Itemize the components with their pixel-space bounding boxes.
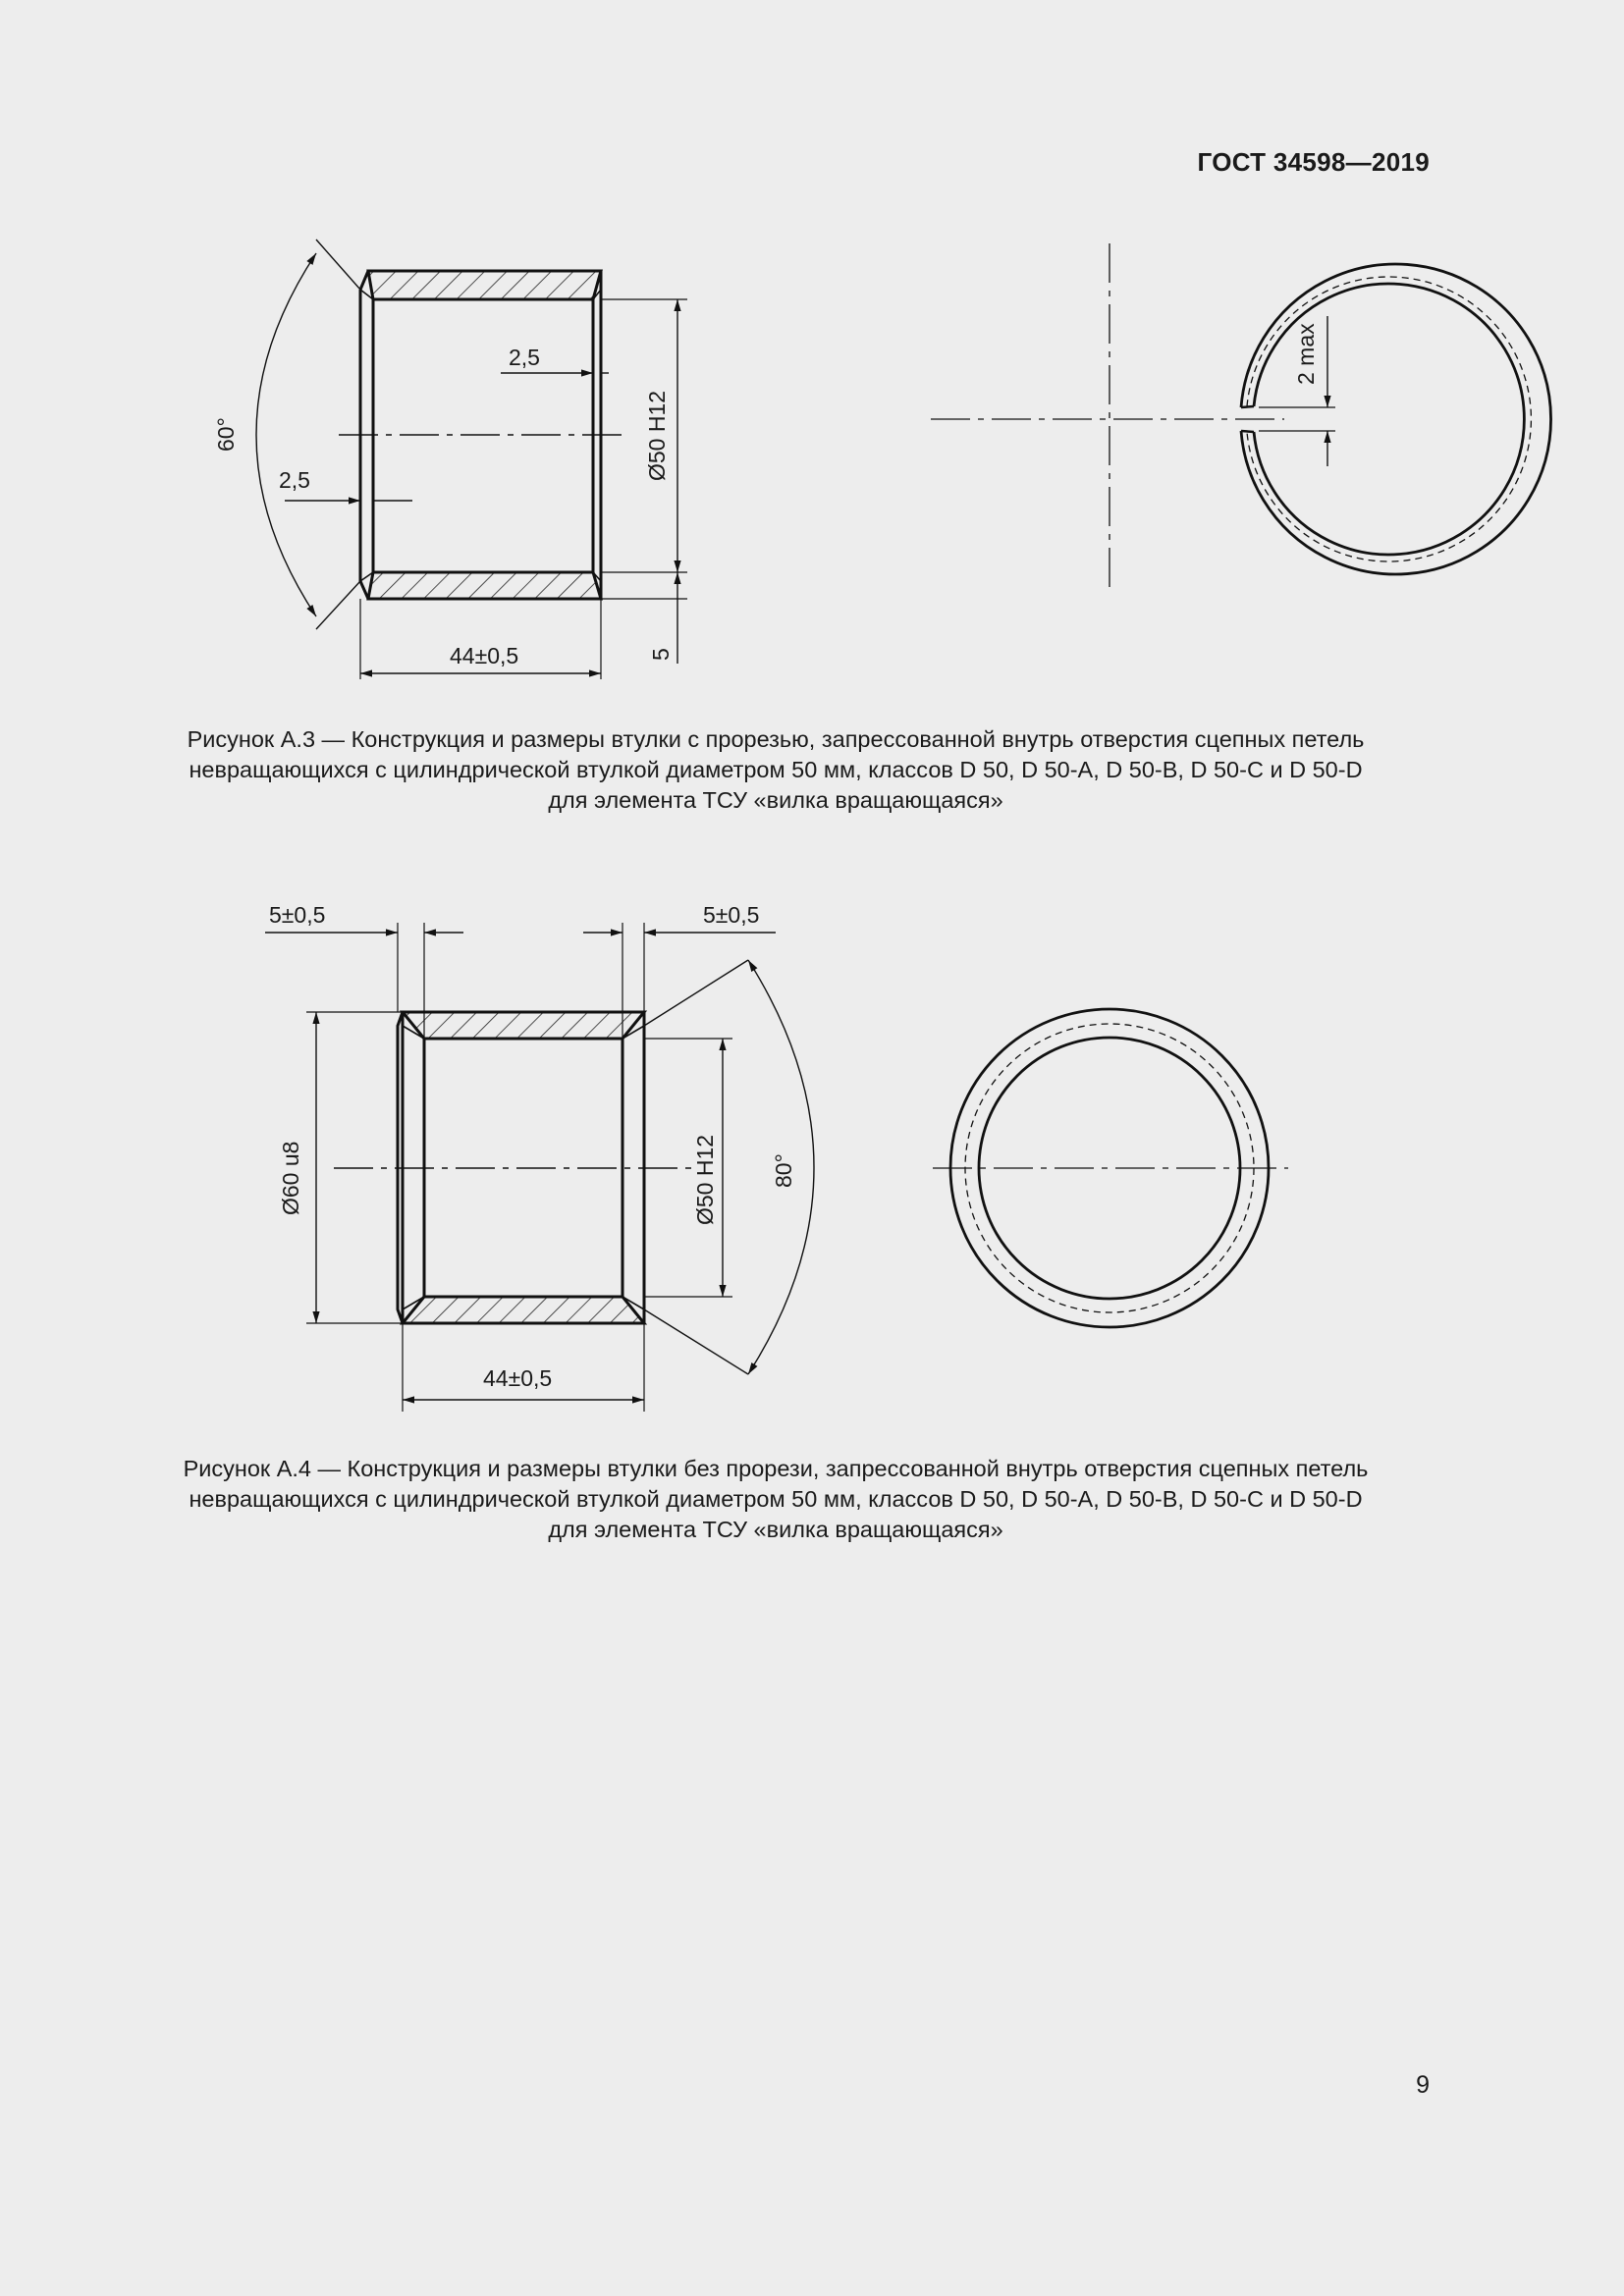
page-number: 9 <box>1416 2071 1430 2099</box>
a3-slot-label: 2 max <box>1293 323 1319 385</box>
a3-inner-diameter-label: Ø50 H12 <box>644 390 670 481</box>
a4-outer-diameter-label: Ø60 u8 <box>278 1141 303 1215</box>
figure-a4-caption <box>118 1454 1434 1545</box>
a3-ring-outer <box>1241 264 1551 574</box>
figure-a4-side-view <box>265 923 814 1412</box>
a3-wall-label: 5 <box>648 648 674 661</box>
caption-line: невращающихся с цилиндрической втулкой диаметром 50 мм, классов D 50, D 50-A, D 50-B, D 50-C и D 50-D <box>189 1486 1363 1512</box>
figure-a3-caption <box>118 724 1434 816</box>
a4-chamfer-right-label: 5±0,5 <box>703 902 760 928</box>
a3-length-label: 44±0,5 <box>450 643 519 668</box>
a4-inner-diameter-label: Ø50 H12 <box>692 1134 718 1225</box>
caption-line: Рисунок А.3 — Конструкция и размеры втулки с прорезью, запрессованной внутрь отверстия сцепных петель <box>187 726 1365 752</box>
a3-ring-hidden <box>1247 277 1531 561</box>
a4-length-label: 44±0,5 <box>483 1365 553 1391</box>
caption-line: для элемента ТСУ «вилка вращающаяся» <box>548 787 1003 813</box>
a3-bottom-wall <box>368 572 601 599</box>
a3-top-wall <box>368 271 601 299</box>
document-header: ГОСТ 34598—2019 <box>1197 147 1430 177</box>
a4-angle-label: 80° <box>771 1153 796 1188</box>
a3-chamfer-left-label: 2,5 <box>279 467 310 493</box>
figure-a3-front-view <box>931 243 1551 595</box>
caption-line: для элемента ТСУ «вилка вращающаяся» <box>548 1517 1003 1542</box>
caption-line: Рисунок А.4 — Конструкция и размеры втулки без прорези, запрессованной внутрь отверстия сцепных петель <box>183 1456 1369 1481</box>
caption-line: невращающихся с цилиндрической втулкой диаметром 50 мм, классов D 50, D 50-A, D 50-B, D 50-C и D 50-D <box>189 757 1363 782</box>
a4-bottom-wall <box>403 1297 644 1323</box>
a4-top-wall <box>403 1012 644 1039</box>
figure-a4-front-view <box>933 1009 1288 1327</box>
a3-angle-label: 60° <box>213 417 239 452</box>
a4-chamfer-left-label: 5±0,5 <box>269 902 326 928</box>
figure-a3-side-view <box>256 240 687 679</box>
a3-chamfer-top-label: 2,5 <box>509 345 540 370</box>
